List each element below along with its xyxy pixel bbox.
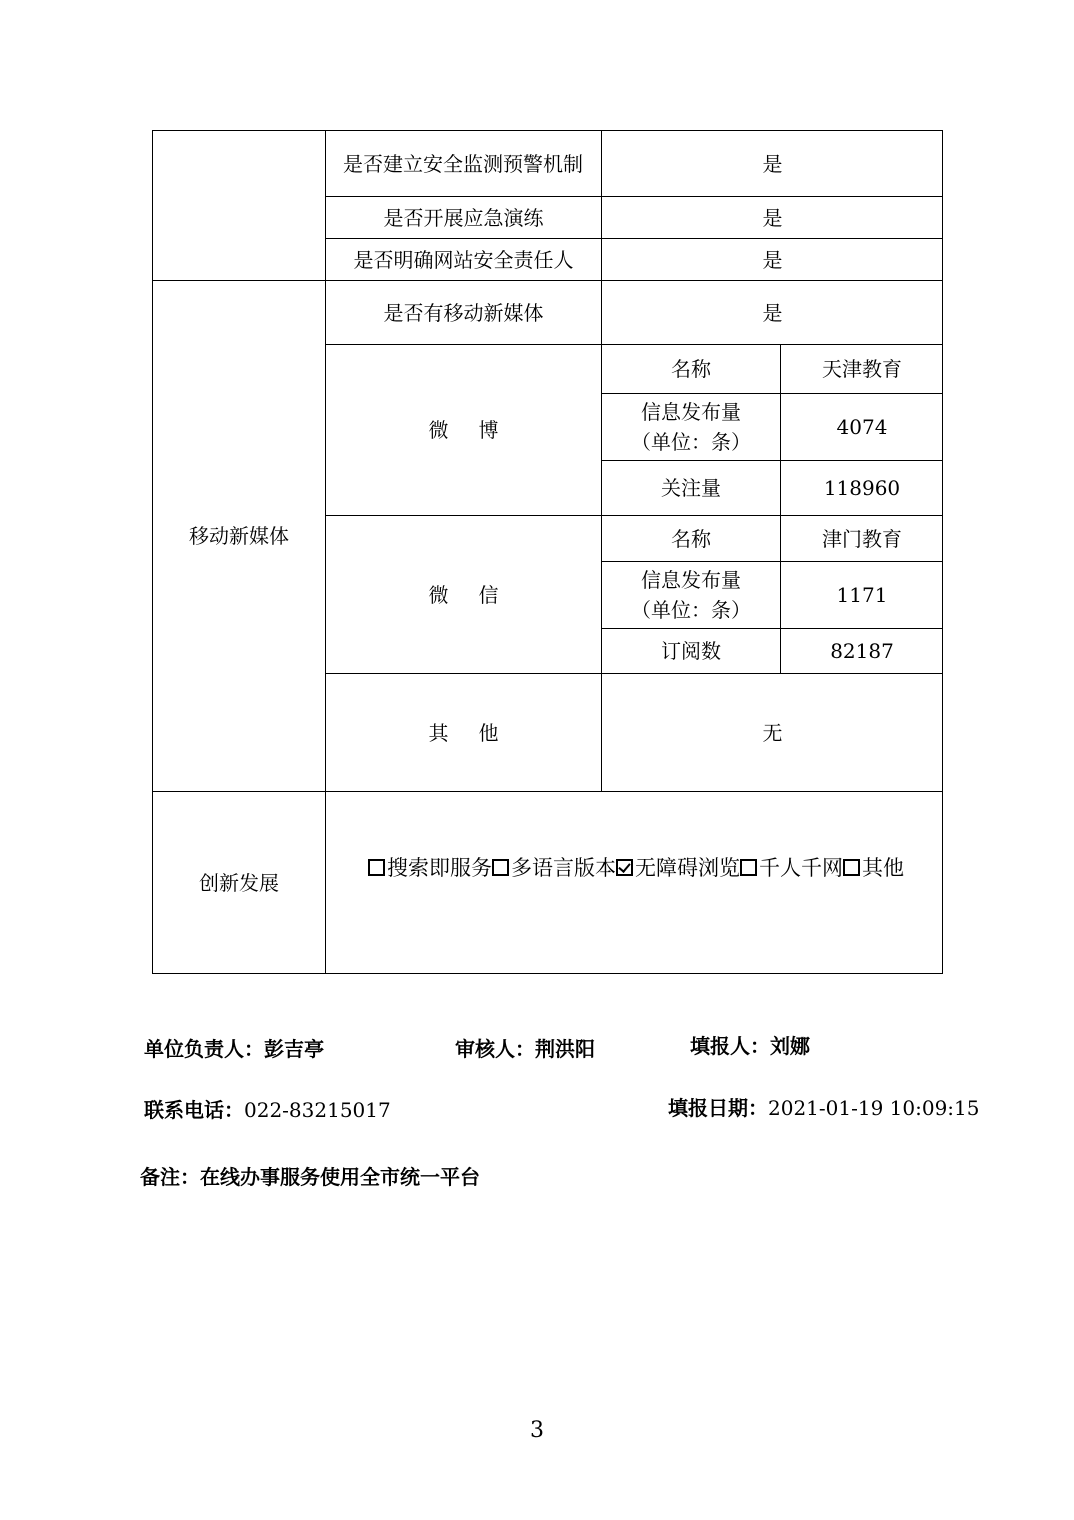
cell-text: 信息发布量（单位：条）	[631, 400, 751, 454]
unit-head-name: 彭吉亭	[264, 1037, 324, 1061]
reviewer-label: 审核人：	[455, 1037, 535, 1061]
cell-text: 4074	[836, 415, 888, 439]
monitoring-warning-value	[602, 131, 943, 196]
cell-text: 是	[762, 151, 783, 176]
option-label: 多语言版本	[511, 856, 616, 880]
weibo-name-value	[781, 345, 943, 393]
mobile-media-section-label	[153, 281, 325, 791]
wechat-posts-value	[781, 562, 943, 628]
cell-text: 移动新媒体	[189, 524, 289, 548]
security-officer-label	[326, 239, 601, 280]
wechat-label	[326, 516, 601, 673]
note-text: 在线办事服务使用全市统一平台	[200, 1165, 480, 1189]
wechat-subscribers-value	[781, 629, 943, 673]
has-mobile-media-label	[326, 281, 601, 344]
note-line	[140, 1161, 480, 1190]
note-label: 备注：	[140, 1165, 200, 1189]
cell-text: 天津教育	[822, 357, 902, 381]
cell-text: 创新发展	[199, 871, 279, 895]
cell-text: 是否明确网站安全责任人	[353, 247, 574, 272]
option-label: 无障碍浏览	[635, 856, 740, 880]
cell-text: 是否开展应急演练	[383, 205, 544, 230]
unit-head-label: 单位负责人：	[144, 1037, 264, 1061]
weibo-followers-value	[781, 461, 943, 515]
checkbox-accessibility-checked[interactable]	[616, 859, 633, 876]
cell-text: 无	[762, 720, 783, 745]
cell-text: 微博	[428, 418, 529, 442]
option-label: 其他	[862, 856, 904, 880]
date-line	[668, 1092, 980, 1121]
wechat-name-label	[602, 516, 780, 561]
weibo-label	[326, 345, 601, 515]
phone-label: 联系电话：	[144, 1098, 244, 1122]
reviewer-line	[455, 1033, 595, 1062]
reviewer-name: 荆洪阳	[535, 1037, 595, 1061]
cell-text: 微信	[428, 582, 529, 607]
weibo-posts-value	[781, 394, 943, 460]
wechat-posts-label	[628, 562, 754, 628]
monitoring-warning-label	[340, 131, 586, 196]
emergency-drill-value	[602, 197, 943, 238]
cell-text: 订阅数	[661, 639, 721, 663]
cell-text: 是	[762, 205, 783, 230]
checkbox-other[interactable]	[843, 859, 860, 876]
cell-text: 名称	[671, 357, 711, 381]
cell-text: 其他	[428, 720, 529, 745]
other-media-value	[602, 674, 943, 791]
weibo-name-label	[602, 345, 780, 393]
weibo-posts-label	[628, 394, 754, 460]
wechat-subscribers-label	[602, 629, 780, 673]
security-officer-value	[602, 239, 943, 280]
emergency-drill-label	[326, 197, 601, 238]
has-mobile-media-value	[602, 281, 943, 344]
cell-text: 是否有移动新媒体	[383, 300, 544, 325]
cell-text: 信息发布量（单位：条）	[631, 568, 751, 622]
fill-date: 2021-01-19 10:09:15	[768, 1096, 980, 1120]
weibo-followers-label	[602, 461, 780, 515]
phone-line	[144, 1094, 391, 1123]
checkbox-multilingual[interactable]	[492, 859, 509, 876]
cell-text: 82187	[830, 639, 894, 663]
cell-text: 关注量	[661, 476, 721, 500]
unit-head-line	[144, 1033, 324, 1062]
wechat-name-value	[781, 516, 943, 561]
cell-text: 是	[762, 247, 783, 272]
cell-text: 1171	[836, 583, 888, 607]
cell-text: 是	[762, 300, 783, 325]
option-label: 搜索即服务	[387, 856, 492, 880]
filler-label: 填报人：	[690, 1034, 770, 1058]
filler-name: 刘娜	[770, 1034, 810, 1058]
cell-text: 118960	[823, 476, 901, 500]
innovation-section-label	[153, 792, 325, 974]
checkbox-personalized-web[interactable]	[740, 859, 757, 876]
cell-text: 津门教育	[822, 526, 902, 551]
filler-line	[690, 1030, 810, 1059]
innovation-options	[368, 852, 904, 882]
cell-text: 名称	[671, 526, 711, 551]
cell-text: 是否建立安全监测预警机制	[343, 151, 583, 176]
phone-number: 022-83215017	[244, 1098, 391, 1122]
date-label: 填报日期：	[668, 1096, 768, 1120]
page-number: 3	[530, 1418, 544, 1443]
checkbox-search-service[interactable]	[368, 859, 385, 876]
option-label: 千人千网	[759, 856, 843, 880]
other-media-label	[326, 674, 601, 791]
